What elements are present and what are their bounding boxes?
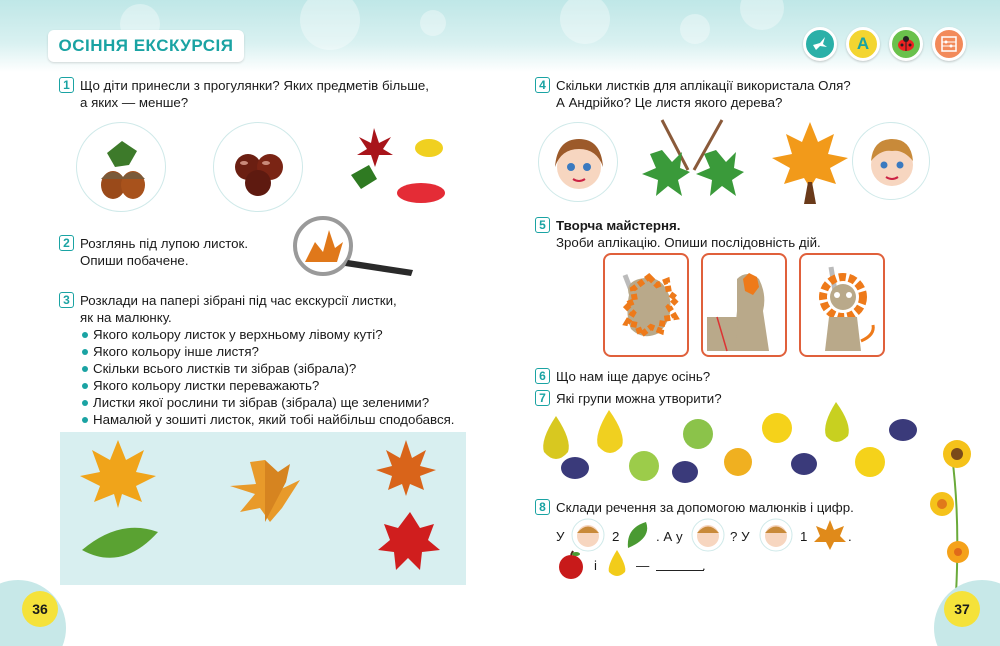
- task-4-line1: Скільки листків для аплікації використала Оля?: [556, 78, 851, 93]
- fruits-icon: [536, 396, 924, 488]
- craft-step-1-icon: [605, 255, 687, 355]
- page-title: [48, 30, 244, 62]
- list-item: Намалюй у зошиті листок, який тобі найбільш сподобався.: [80, 411, 480, 428]
- task-1-line1: Що діти принесли з прогулянки? Яких предметів більше,: [80, 78, 429, 93]
- task-3-text: [80, 292, 480, 428]
- task-5-line2: Зроби аплікацію. Опиши послідовність дій.: [556, 235, 821, 250]
- boy-face-icon: [570, 516, 606, 552]
- list-item: Якого кольору листки переважають?: [80, 377, 480, 394]
- title-text: ОСІННЯ ЕКСКУРСІЯ: [58, 36, 234, 55]
- craft-step-2-icon: [703, 255, 785, 355]
- autumn-leaves-icon: [60, 432, 466, 585]
- answer-blank[interactable]: [656, 570, 704, 571]
- craft-step-3: [799, 253, 885, 357]
- girl-face-icon: [539, 123, 619, 203]
- task-4-text: [556, 77, 956, 111]
- task-8-text: Склади речення за допомогою малюнків і цифр.: [556, 500, 854, 515]
- task-5-bold: Творча майстерня.: [556, 218, 681, 233]
- leaves-icon: [349, 123, 459, 213]
- chestnut-icon: [214, 123, 304, 213]
- chestnuts-image: [213, 122, 303, 212]
- list-item: Листки якої рослини ти зібрав (зібрала) ще зеленими?: [80, 394, 480, 411]
- boy-face-icon: [758, 516, 794, 552]
- task-8-number: 8: [535, 499, 550, 515]
- bird-icon: [803, 27, 837, 61]
- boy-face-icon: [690, 516, 726, 552]
- pear-icon: [603, 546, 631, 580]
- task-7-number: 7: [535, 390, 550, 406]
- task-7-text: Які групи можна утворити?: [556, 391, 722, 406]
- ladybug-icon: [889, 27, 923, 61]
- sentence-dash: —: [636, 558, 650, 573]
- task-1-line2: а яких — менше?: [80, 95, 189, 110]
- task-2-line1: Розглянь під лупою листок.: [80, 236, 249, 251]
- task-3-bullets: [80, 326, 480, 428]
- maple-tree-icon: [768, 118, 853, 206]
- craft-step-2: [701, 253, 787, 357]
- task-2-line2: Опиши побачене.: [80, 253, 189, 268]
- task-5-number: 5: [535, 217, 550, 233]
- list-item: Скільки всього листків ти зібрав (зібрала)?: [80, 360, 480, 377]
- sentence-number-2: 2: [612, 529, 620, 544]
- olya-avatar: [538, 122, 618, 202]
- task-4-number: 4: [535, 77, 550, 93]
- task-1-number: 1: [59, 77, 74, 93]
- sentence-number-1: 1: [800, 529, 808, 544]
- task-6-text: Що нам іще дарує осінь?: [556, 369, 711, 384]
- andriyko-avatar: [852, 122, 930, 200]
- task-6-number: 6: [535, 368, 550, 384]
- task-2-number: 2: [59, 235, 74, 251]
- sentence-u1: У: [556, 529, 565, 544]
- sentence-i: і: [594, 558, 597, 573]
- top-icons: [803, 27, 966, 61]
- acorn-icon: [77, 123, 167, 213]
- sentence-dot: .: [848, 529, 852, 544]
- acorns-image: [76, 122, 166, 212]
- task-1-text: [80, 77, 480, 111]
- sentence-end: .: [702, 558, 706, 573]
- craft-step-1: [603, 253, 689, 357]
- sentence-q-u: ? У: [730, 529, 750, 544]
- sunflowers-icon: [930, 436, 974, 596]
- task-4-line2: А Андрійко? Це листя якого дерева?: [556, 95, 783, 110]
- letter-a-text: A: [856, 34, 870, 53]
- page-number-right: 37: [944, 591, 980, 627]
- abacus-icon: [932, 27, 966, 61]
- magnifier-icon: [285, 212, 420, 284]
- leaf-arrangement: [60, 432, 466, 585]
- letter-a-icon: [846, 27, 880, 61]
- boy-face-icon: [853, 123, 931, 201]
- task-3-number: 3: [59, 292, 74, 308]
- orange-leaf-icon: [812, 518, 848, 552]
- apple-icon: [556, 550, 586, 580]
- craft-step-3-icon: [801, 255, 883, 355]
- green-leaves-icon: [632, 110, 752, 205]
- task-2-text: [80, 235, 300, 269]
- leaves-image: [348, 122, 438, 212]
- task-5-text: [556, 217, 956, 251]
- page-number-left: 36: [22, 591, 58, 627]
- list-item: Якого кольору інше листя?: [80, 343, 480, 360]
- task-3-line1: Розклади на папері зібрані під час екскурсії листки,: [80, 293, 397, 308]
- sentence-a-u: . А у: [656, 529, 683, 544]
- task-3-line2: як на малюнку.: [80, 310, 172, 325]
- list-item: Якого кольору листок у верхньому лівому куті?: [80, 326, 480, 343]
